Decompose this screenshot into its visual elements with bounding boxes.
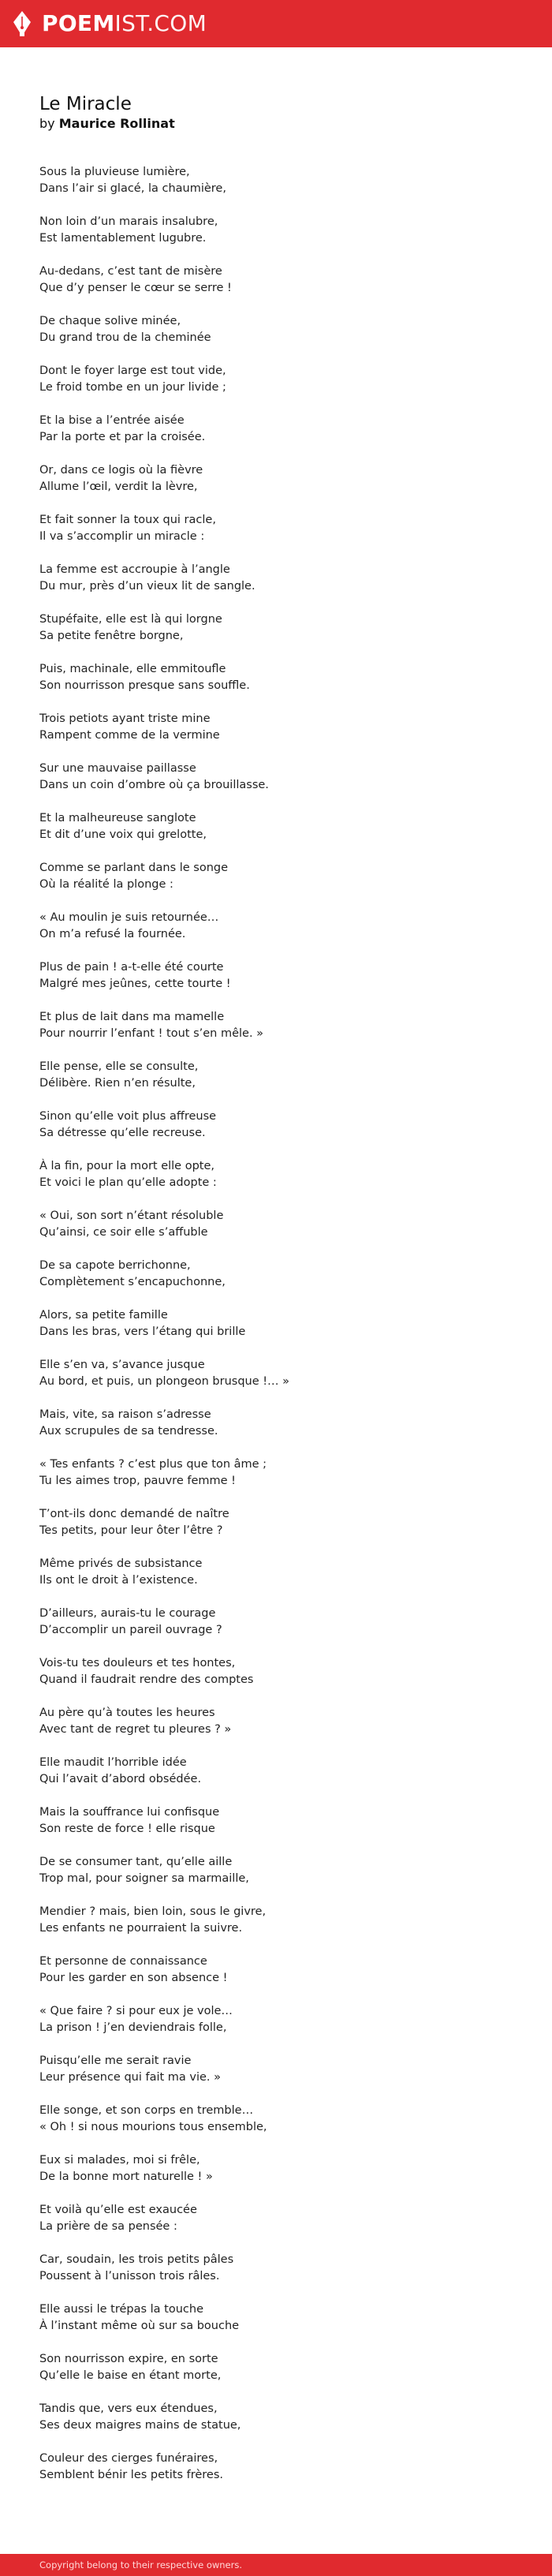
poem-line: On m’a refusé la fournée. [39, 928, 186, 940]
poem-line: « Au moulin je suis retournée… [39, 911, 219, 924]
poem-line: À l’instant même où sur sa bouche [39, 2320, 240, 2332]
stanza [39, 1606, 513, 1639]
stanza [39, 2252, 513, 2285]
stanza [39, 2053, 513, 2086]
poem-line: Complètement s’encapuchonne, [39, 1276, 226, 1288]
poem-line: La prière de sa pensée : [39, 2220, 177, 2233]
stanza [39, 562, 513, 595]
stanza [39, 1357, 513, 1390]
poem-line: Aux scrupules de sa tendresse. [39, 1425, 218, 1438]
stanza [39, 1953, 513, 1987]
poem-line: Du grand trou de la cheminée [39, 331, 211, 344]
poem-line: « Tes enfants ? c’est plus que ton âme ; [39, 1458, 267, 1471]
poem-line: « Oh ! si nous mourions tous ensemble, [39, 2121, 267, 2133]
poem-line: Du mur, près d’un vieux lit de sangle. [39, 580, 255, 593]
poem-line: Qui l’avait d’abord obsédée. [39, 1773, 202, 1785]
poem-line: Eux si malades, moi si frêle, [39, 2154, 200, 2167]
pen-nib-logo-icon[interactable] [12, 10, 32, 37]
poem-line: Vois-tu tes douleurs et tes hontes, [39, 1657, 236, 1669]
stanza [39, 1009, 513, 1042]
poem-line: Dans un coin d’ombre où ça brouillasse. [39, 779, 269, 791]
poem-line: Poussent à l’unisson trois râles. [39, 2270, 220, 2283]
stanza [39, 1307, 513, 1340]
poem-line: Elle maudit l’horrible idée [39, 1756, 187, 1769]
stanza [39, 611, 513, 645]
stanza [39, 910, 513, 943]
poem-line: Tes petits, pour leur ôter l’être ? [39, 1524, 223, 1537]
stanza [39, 2003, 513, 2036]
poem-line: La femme est accroupie à l’angle [39, 563, 230, 576]
poem-line: Comme se parlant dans le songe [39, 862, 229, 874]
stanza [39, 711, 513, 744]
poem-line: Non loin d’un marais insalubre, [39, 215, 218, 228]
logo-bold-text: POEM [42, 10, 115, 36]
poem-line: Son reste de force ! elle risque [39, 1823, 215, 1835]
poem-line: Malgré mes jeûnes, cette tourte ! [39, 978, 231, 990]
stanza [39, 512, 513, 545]
stanza [39, 959, 513, 993]
poem-line: Il va s’accomplir un miracle : [39, 530, 205, 543]
poem-line: Elle songe, et son corps en tremble… [39, 2104, 254, 2117]
stanza [39, 1506, 513, 1539]
stanza [39, 413, 513, 446]
stanza [39, 1158, 513, 1191]
poem-line: Qu’ainsi, ce soir elle s’affuble [39, 1226, 208, 1239]
poem-line: Mais, vite, sa raison s’adresse [39, 1408, 211, 1421]
poem-line: Pour les garder en son absence ! [39, 1972, 228, 1984]
poem-line: Sous la pluvieuse lumière, [39, 166, 190, 178]
poem-content [39, 93, 513, 2500]
poem-line: Or, dans ce logis où la fièvre [39, 464, 203, 477]
stanza [39, 1755, 513, 1788]
poem-line: Elle s’en va, s’avance jusque [39, 1359, 205, 1371]
poem-line: Sinon qu’elle voit plus affreuse [39, 1110, 217, 1123]
poem-line: D’ailleurs, aurais-tu le courage [39, 1607, 216, 1620]
poem-line: Semblent bénir les petits frères. [39, 2469, 223, 2481]
stanza [39, 661, 513, 694]
stanza [39, 462, 513, 495]
poem-line: Dans les bras, vers l’étang qui brille [39, 1325, 246, 1338]
stanza [39, 1456, 513, 1490]
stanza [39, 810, 513, 843]
poem-line: Mendier ? mais, bien loin, sous le givre, [39, 1905, 267, 1918]
poem-body [39, 164, 513, 2484]
poem-line: Puis, machinale, elle emmitoufle [39, 663, 226, 675]
stanza [39, 1407, 513, 1440]
poem-line: De se consumer tant, qu’elle aille [39, 1856, 233, 1868]
stanza [39, 2152, 513, 2185]
poem-line: Elle aussi le trépas la touche [39, 2303, 203, 2316]
poem-line: Le froid tombe en un jour livide ; [39, 381, 226, 394]
poem-title: Le Miracle [39, 94, 132, 114]
poem-line: Même privés de subsistance [39, 1557, 203, 1570]
poem-line: Ses deux maigres mains de statue, [39, 2419, 241, 2432]
poem-line: Couleur des cierges funéraires, [39, 2452, 218, 2465]
poem-line: Tu les aimes trop, pauvre femme ! [39, 1475, 236, 1487]
logo-light-text: IST.COM [114, 10, 207, 36]
author-link[interactable]: Maurice Rollinat [58, 116, 175, 131]
poem-line: Sur une mauvaise paillasse [39, 762, 196, 775]
stanza [39, 313, 513, 346]
poem-line: Dans l’air si glacé, la chaumière, [39, 182, 226, 195]
poem-line: Est lamentablement lugubre. [39, 232, 207, 245]
stanza [39, 1556, 513, 1589]
stanza [39, 761, 513, 794]
stanza [39, 2103, 513, 2136]
poem-line: Rampent comme de la vermine [39, 729, 220, 742]
poem-line: Car, soudain, les trois petits pâles [39, 2253, 234, 2266]
stanza [39, 2451, 513, 2484]
poem-line: Et la malheureuse sanglote [39, 812, 196, 824]
poem-line: Au père qu’à toutes les heures [39, 1707, 215, 1719]
poem-line: Et fait sonner la toux qui racle, [39, 514, 216, 526]
poem-line: Et la bise a l’entrée aisée [39, 414, 185, 427]
poem-line: Mais la souffrance lui confisque [39, 1806, 220, 1819]
poem-line: La prison ! j’en deviendrais folle, [39, 2021, 227, 2034]
poem-line: Pour nourrir l’enfant ! tout s’en mêle. » [39, 1027, 264, 1040]
copyright-text: Copyright belong to their respective owners. [39, 2559, 243, 2570]
poem-line: Puisqu’elle me serait ravie [39, 2054, 192, 2067]
poem-line: Tandis que, vers eux étendues, [39, 2402, 218, 2415]
poem-line: Plus de pain ! a-t-elle été courte [39, 961, 224, 974]
poem-line: De sa capote berrichonne, [39, 1259, 191, 1272]
poem-line: Et dit d’une voix qui grelotte, [39, 828, 207, 841]
stanza [39, 363, 513, 396]
poem-line: Quand il faudrait rendre des comptes [39, 1673, 254, 1686]
stanza [39, 1208, 513, 1241]
poem-line: Et plus de lait dans ma mamelle [39, 1011, 225, 1023]
stanza [39, 264, 513, 297]
poem-line: Allume l’œil, verdit la lèvre, [39, 480, 198, 493]
poem-line: Et voici le plan qu’elle adopte : [39, 1176, 217, 1189]
poem-line: Ils ont le droit à l’existence. [39, 1574, 198, 1587]
poem-line: Alors, sa petite famille [39, 1309, 168, 1322]
stanza [39, 1059, 513, 1092]
poem-line: Leur présence qui fait ma vie. » [39, 2071, 222, 2084]
stanza [39, 2202, 513, 2235]
stanza [39, 1258, 513, 1291]
poem-line: Que d’y penser le cœur se serre ! [39, 282, 232, 294]
stanza [39, 2301, 513, 2335]
poem-line: Son nourrisson expire, en sorte [39, 2353, 218, 2365]
poem-line: Qu’elle le baise en étant morte, [39, 2369, 222, 2382]
stanza [39, 1904, 513, 1937]
poem-line: « Oui, son sort n’étant résoluble [39, 1209, 224, 1222]
poem-line: Stupéfaite, elle est là qui lorgne [39, 613, 222, 626]
poem-line: De la bonne mort naturelle ! » [39, 2170, 213, 2183]
poem-line: Par la porte et par la croisée. [39, 431, 206, 443]
stanza [39, 164, 513, 197]
poem-line: D’accomplir un pareil ouvrage ? [39, 1624, 222, 1636]
poem-line: Trois petiots ayant triste mine [39, 712, 211, 725]
poem-line: Elle pense, elle se consulte, [39, 1060, 199, 1073]
stanza [39, 2401, 513, 2434]
poem-line: Délibère. Rien n’en résulte, [39, 1077, 196, 1090]
stanza [39, 1109, 513, 1142]
stanza [39, 1705, 513, 1738]
poem-line: Son nourrisson presque sans souffle. [39, 679, 250, 692]
site-logo[interactable] [42, 10, 207, 36]
poem-line: Dont le foyer large est tout vide, [39, 365, 226, 377]
poem-line: Sa petite fenêtre borgne, [39, 630, 184, 642]
poem-line: Et voilà qu’elle est exaucée [39, 2204, 197, 2216]
poem-line: Et personne de connaissance [39, 1955, 207, 1968]
poem-line: De chaque solive minée, [39, 315, 181, 327]
poem-line: Trop mal, pour soigner sa marmaille, [39, 1872, 249, 1885]
poem-line: T’ont-ils donc demandé de naître [39, 1508, 229, 1520]
stanza [39, 2351, 513, 2384]
byline-prefix: by [39, 116, 55, 131]
byline [39, 115, 513, 133]
poem-line: Au-dedans, c’est tant de misère [39, 265, 222, 278]
poem-line: À la fin, pour la mort elle opte, [39, 1160, 215, 1172]
poem-line: Avec tant de regret tu pleures ? » [39, 1723, 232, 1736]
stanza [39, 860, 513, 893]
stanza [39, 1854, 513, 1887]
poem-line: « Que faire ? si pour eux je vole… [39, 2005, 233, 2017]
stanza [39, 214, 513, 247]
stanza [39, 1804, 513, 1838]
poem-line: Sa détresse qu’elle recreuse. [39, 1127, 206, 1139]
poem-line: Au bord, et puis, un plongeon brusque !… » [39, 1375, 290, 1388]
poem-line: Les enfants ne pourraient la suivre. [39, 1922, 243, 1935]
poem-line: Où la réalité la plonge : [39, 878, 173, 891]
site-header [0, 0, 552, 47]
site-footer [0, 2554, 552, 2576]
stanza [39, 1655, 513, 1688]
